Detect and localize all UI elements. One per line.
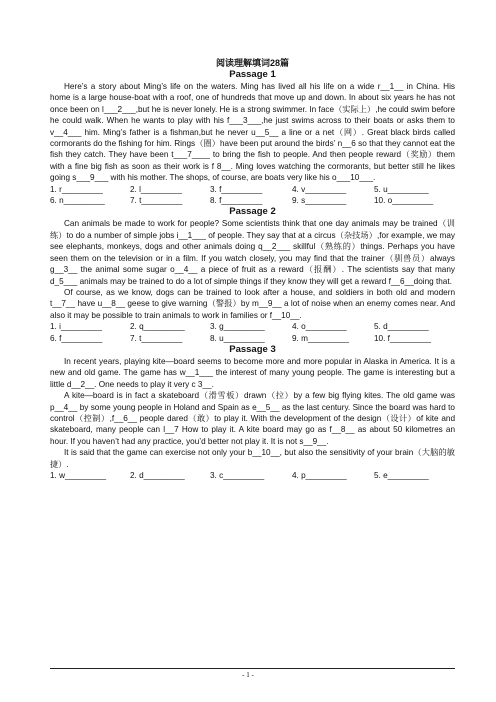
passage-3-paragraph-2: A kite—board is in fact a skateboard（滑雪板）drawn（拉）by a few big flying kites. The old game was p__4__ by some young people in Holand and Spain as e__5__ as the last century. Since the board was hard to control（控制）,f__6__ people dared（敢）to play it. With the development of the design（设计）of kite and skateboard, many people can l__7 How to play it. A kite board may go as f__8__ as about 50 kilometres an hour. If you haven’t had any practice, you’d better not play it. It is not s__9__. — [50, 391, 455, 446]
footer-rule — [50, 668, 455, 669]
answer-blank: 6. f_________ — [50, 333, 103, 343]
answer-blank: 4. v_________ — [292, 184, 347, 194]
passage-2-answers-row-2 — [50, 333, 455, 344]
answer-blank: 8. u_________ — [210, 333, 265, 343]
answer-blank: 1. r_________ — [50, 184, 103, 194]
answer-blank: 8. f_________ — [210, 196, 263, 206]
passage-2-paragraph-2: Of course, as we know, dogs can be trained to look after a house, and soldiers in both old and modern t__7__ have u__8__ geese to give warning（警报）by m__9__ a lot of noise when an enemy comes near. And also it may be possible to train animals to work in families or f__10__. — [50, 287, 455, 320]
passage-2-answers-row-1 — [50, 321, 455, 332]
answer-blank: 2. q_________ — [130, 322, 185, 332]
document-page — [50, 58, 455, 481]
document-title: 阅读理解填词28篇 — [215, 58, 289, 68]
answer-blank: 4. p_________ — [292, 471, 347, 480]
answer-blank: 4. o_________ — [292, 322, 347, 332]
passage-1-answers-row-1 — [50, 184, 455, 195]
answer-blank: 1. w_________ — [50, 471, 106, 480]
answer-blank: 3. g_________ — [210, 322, 265, 332]
answer-blank: 2. l_________ — [130, 184, 182, 194]
answer-blank: 3. c_________ — [210, 471, 265, 480]
answer-blank: 6. n_________ — [50, 196, 105, 206]
answer-blank: 7. t_________ — [130, 333, 183, 343]
passage-1-paragraph: Here’s a story about Ming’s life on the waters. Ming has lived all his life on a wide r__1__ in China. His home is a large house-boat with a roof, one of hundreds that move up and down. In about six years he has not once been on l___2___,but he is never lonely. He is a strong swimmer. In face（实际上）,he could swim before he could walk. When he wants to play with his f___3___,he just swims across to their boats or asks them to v__4___ him. Ming’s father is a fishman,but he never u__5__ a line or a net（网）. Great black birds called cormorants do the fishing for him. Rings（圈）have been put around the birds’ n__6 so that they cannot eat the fish they catch. They have been t___7____ to bring the fish to people. And then people reward（奖励）them with a fine big fish as soon as their work is f 8__. Ming loves watching the cormorants, but better still he likes going s___9___ with his mother. The shops, of course, are boats very like his o___10___. — [50, 82, 455, 183]
answer-blank: 10. o_________ — [374, 196, 434, 206]
passage-2-paragraph-1: Can animals be made to work for people? Some scientists think that one day animals may be trained（训练）to do a number of simple jobs i__1___ of people. They say that at a circus（杂技场）,for example, we may see elephants, monkeys, dogs and other animals doing q__2___ skillful（熟练的）things. Perhaps you have seen them on the television or in a film. If you watch closely, you may find that the trainer（驯兽员）always g__3__ the animal some sugar o__4__ a piece of fruit as a reward（报酬）. The scientists say that many d_5___ animals may be trained to do a lot of simple things if they know they will get a reward f__6__doing that. — [50, 219, 455, 286]
answer-blank: 3. f_________ — [210, 184, 263, 194]
answer-blank: 5. d_________ — [374, 322, 429, 332]
passage-3-heading: Passage 3 — [229, 343, 276, 355]
answer-blank: 1. i_________ — [50, 322, 102, 332]
answer-blank: 9. s_________ — [292, 196, 347, 206]
passage-1-answers-row-2 — [50, 195, 455, 206]
passage-3-answers-row-1 — [50, 470, 455, 481]
answer-blank: 5. e_________ — [374, 471, 429, 480]
answer-blank: 7. t_________ — [130, 196, 183, 206]
answer-blank: 9. m_________ — [292, 333, 349, 343]
passage-3-paragraph-3: It is said that the game can exercise not only your b__10__, but also the sensitivity of your brain（大脑的敏捷）. — [50, 448, 455, 469]
answer-blank: 5. u_________ — [374, 184, 429, 194]
answer-blank: 2. d_________ — [130, 471, 185, 480]
answer-blank: 10. f_________ — [374, 333, 431, 343]
passage-3-paragraph-1: In recent years, playing kite—board seems to become more and more popular in Alaska in America. It is a new and old game. The game has w__1___ the interest of many young people. The game is interesting but a little d__2__. One needs to play it very c 3__. — [50, 356, 455, 389]
passage-2-heading: Passage 2 — [229, 206, 276, 218]
passage-1-heading: Passage 1 — [229, 69, 276, 80]
page-number: - 1 - — [242, 671, 254, 679]
